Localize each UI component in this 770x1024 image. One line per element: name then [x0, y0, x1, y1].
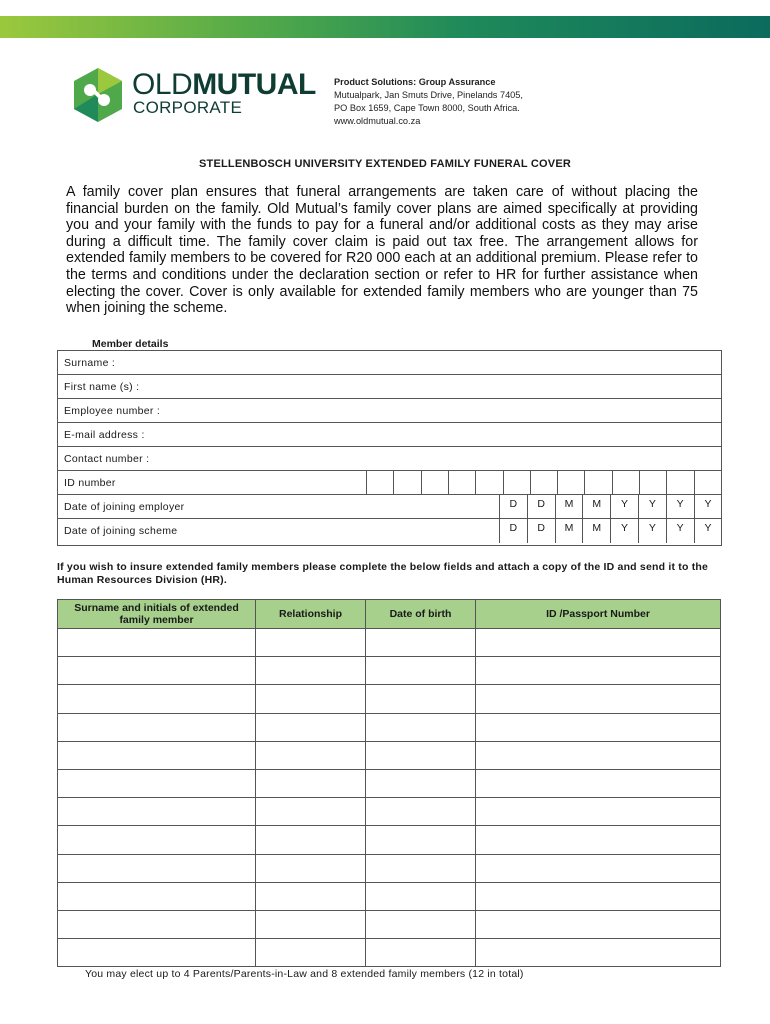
table-row — [58, 939, 721, 967]
surname-label: Surname : — [64, 357, 116, 369]
table-input-cell[interactable] — [366, 713, 476, 741]
table-input-cell[interactable] — [256, 629, 366, 657]
table-row — [58, 798, 721, 826]
id-digit-box[interactable] — [584, 471, 612, 495]
date-digit-box[interactable]: D — [527, 495, 555, 519]
table-input-cell[interactable] — [476, 910, 721, 938]
table-input-cell[interactable] — [256, 910, 366, 938]
id-digit-box[interactable] — [612, 471, 640, 495]
employee-number-label: Employee number : — [64, 405, 161, 417]
id-number-row — [58, 471, 721, 495]
brand-color-bar — [0, 16, 770, 38]
id-digit-box[interactable] — [666, 471, 694, 495]
table-input-cell[interactable] — [476, 741, 721, 769]
old-mutual-logo — [70, 66, 316, 126]
table-row — [58, 882, 721, 910]
table-input-cell[interactable] — [366, 657, 476, 685]
company-address — [334, 76, 523, 128]
date-digit-box[interactable]: Y — [694, 495, 722, 519]
table-input-cell[interactable] — [366, 939, 476, 967]
table-input-cell[interactable] — [256, 826, 366, 854]
table-input-cell[interactable] — [256, 713, 366, 741]
table-input-cell[interactable] — [366, 854, 476, 882]
date-joining-scheme-row — [58, 519, 721, 543]
table-row — [58, 769, 721, 797]
id-digit-box[interactable] — [448, 471, 476, 495]
intro-paragraph: A family cover plan ensures that funeral arrangements are taken care of without placing the financial burden on the family. Old Mutual’s family cover plans are aimed specifically at providing you and your family with the funds to pay for a funeral and/or additional costs as they may arise during a difficult time. The family cover claim is paid out tax free. The arrangement allows for extended family members to be covered for R20 000 each at an additional premium. Please refer to the terms and conditions under the declaration section or refer to HR for further assistance when electing the cover. Cover is only available for extended family members who are younger than 75 when joining the scheme. — [66, 184, 698, 317]
date-digit-box[interactable]: Y — [666, 519, 694, 543]
date-digit-box[interactable]: D — [499, 519, 527, 543]
table-input-cell[interactable] — [58, 798, 256, 826]
table-row — [58, 713, 721, 741]
surname-field[interactable] — [58, 351, 721, 375]
table-input-cell[interactable] — [58, 939, 256, 967]
member-details-form — [57, 350, 722, 546]
table-row — [58, 910, 721, 938]
table-input-cell[interactable] — [58, 713, 256, 741]
date-digit-box[interactable]: M — [582, 519, 610, 543]
table-input-cell[interactable] — [256, 882, 366, 910]
table-input-cell[interactable] — [58, 629, 256, 657]
table-input-cell[interactable] — [366, 629, 476, 657]
date-digit-box[interactable]: M — [555, 495, 583, 519]
id-number-label: ID number — [64, 477, 116, 489]
table-input-cell[interactable] — [476, 769, 721, 797]
table-input-cell[interactable] — [366, 910, 476, 938]
table-input-cell[interactable] — [58, 741, 256, 769]
table-input-cell[interactable] — [366, 826, 476, 854]
logo-emblem-icon — [70, 66, 126, 124]
id-digit-box[interactable] — [530, 471, 558, 495]
address-website: www.oldmutual.co.za — [334, 116, 421, 126]
date-digit-box[interactable]: M — [555, 519, 583, 543]
col-header-relationship: Relationship — [256, 600, 366, 629]
date-joining-employer-row — [58, 495, 721, 519]
id-digit-box[interactable] — [503, 471, 531, 495]
id-digit-box[interactable] — [475, 471, 503, 495]
table-input-cell[interactable] — [256, 769, 366, 797]
contact-number-label: Contact number : — [64, 453, 150, 465]
email-field[interactable] — [58, 423, 721, 447]
table-input-cell[interactable] — [58, 910, 256, 938]
table-input-cell[interactable] — [366, 798, 476, 826]
id-digit-box[interactable] — [366, 471, 394, 495]
date-digit-box[interactable]: Y — [638, 495, 666, 519]
id-digit-box[interactable] — [421, 471, 449, 495]
table-input-cell[interactable] — [476, 798, 721, 826]
address-line-1: Mutualpark, Jan Smuts Drive, Pinelands 7405, — [334, 90, 523, 100]
id-digit-box[interactable] — [694, 471, 722, 495]
document-title: STELLENBOSCH UNIVERSITY EXTENDED FAMILY FUNERAL COVER — [198, 158, 572, 170]
id-digit-box[interactable] — [639, 471, 667, 495]
date-digit-box[interactable]: Y — [638, 519, 666, 543]
address-line-2: PO Box 1659, Cape Town 8000, South Africa. — [334, 103, 520, 113]
extended-family-table — [57, 599, 721, 967]
table-input-cell[interactable] — [366, 882, 476, 910]
table-input-cell[interactable] — [256, 657, 366, 685]
date-digit-box[interactable]: Y — [610, 519, 638, 543]
table-input-cell[interactable] — [256, 741, 366, 769]
table-input-cell[interactable] — [256, 939, 366, 967]
election-limit-note: You may elect up to 4 Parents/Parents-in-Law and 8 extended family members (12 in total) — [85, 968, 524, 980]
table-input-cell[interactable] — [58, 769, 256, 797]
col-header-date-of-birth: Date of birth — [366, 600, 476, 629]
logo-subtitle: CORPORATE — [133, 98, 243, 117]
date-joining-employer-label: Date of joining employer — [64, 501, 185, 513]
table-input-cell[interactable] — [58, 657, 256, 685]
member-details-label: Member details — [92, 338, 169, 350]
table-input-cell[interactable] — [476, 629, 721, 657]
table-input-cell[interactable] — [58, 854, 256, 882]
first-names-field[interactable] — [58, 375, 721, 399]
contact-number-field[interactable] — [58, 447, 721, 471]
col-header-surname: Surname and initials of extended family member — [58, 600, 256, 629]
col-header-id-passport: ID /Passport Number — [476, 600, 721, 629]
table-input-cell[interactable] — [58, 826, 256, 854]
table-row — [58, 741, 721, 769]
table-input-cell[interactable] — [366, 685, 476, 713]
extended-family-notice: If you wish to insure extended family members please complete the below fields and attach a copy of the ID and send it to the Human Resources Division (HR). — [57, 561, 709, 586]
table-input-cell[interactable] — [256, 854, 366, 882]
address-heading: Product Solutions: Group Assurance — [334, 77, 496, 87]
id-digit-box[interactable] — [393, 471, 421, 495]
date-digit-box[interactable]: Y — [666, 495, 694, 519]
date-joining-scheme-label: Date of joining scheme — [64, 525, 178, 537]
date-digit-box[interactable]: Y — [610, 495, 638, 519]
table-row — [58, 629, 721, 657]
table-input-cell[interactable] — [366, 769, 476, 797]
table-input-cell[interactable] — [256, 798, 366, 826]
table-input-cell[interactable] — [476, 713, 721, 741]
table-input-cell[interactable] — [476, 882, 721, 910]
date-digit-box[interactable]: D — [527, 519, 555, 543]
table-row — [58, 854, 721, 882]
table-header-row — [58, 600, 721, 629]
email-label: E-mail address : — [64, 429, 145, 441]
logo-wordmark: OLDMUTUAL — [132, 68, 316, 101]
id-digit-box[interactable] — [557, 471, 585, 495]
table-input-cell[interactable] — [366, 741, 476, 769]
table-input-cell[interactable] — [256, 685, 366, 713]
table-input-cell[interactable] — [476, 657, 721, 685]
date-digit-box[interactable]: D — [499, 495, 527, 519]
table-input-cell[interactable] — [476, 685, 721, 713]
table-input-cell[interactable] — [58, 882, 256, 910]
table-input-cell[interactable] — [476, 854, 721, 882]
table-input-cell[interactable] — [58, 685, 256, 713]
employee-number-field[interactable] — [58, 399, 721, 423]
table-row — [58, 657, 721, 685]
table-input-cell[interactable] — [476, 826, 721, 854]
first-names-label: First name (s) : — [64, 381, 140, 393]
table-row — [58, 826, 721, 854]
date-digit-box[interactable]: M — [582, 495, 610, 519]
table-input-cell[interactable] — [476, 939, 721, 967]
date-digit-box[interactable]: Y — [694, 519, 722, 543]
table-row — [58, 685, 721, 713]
